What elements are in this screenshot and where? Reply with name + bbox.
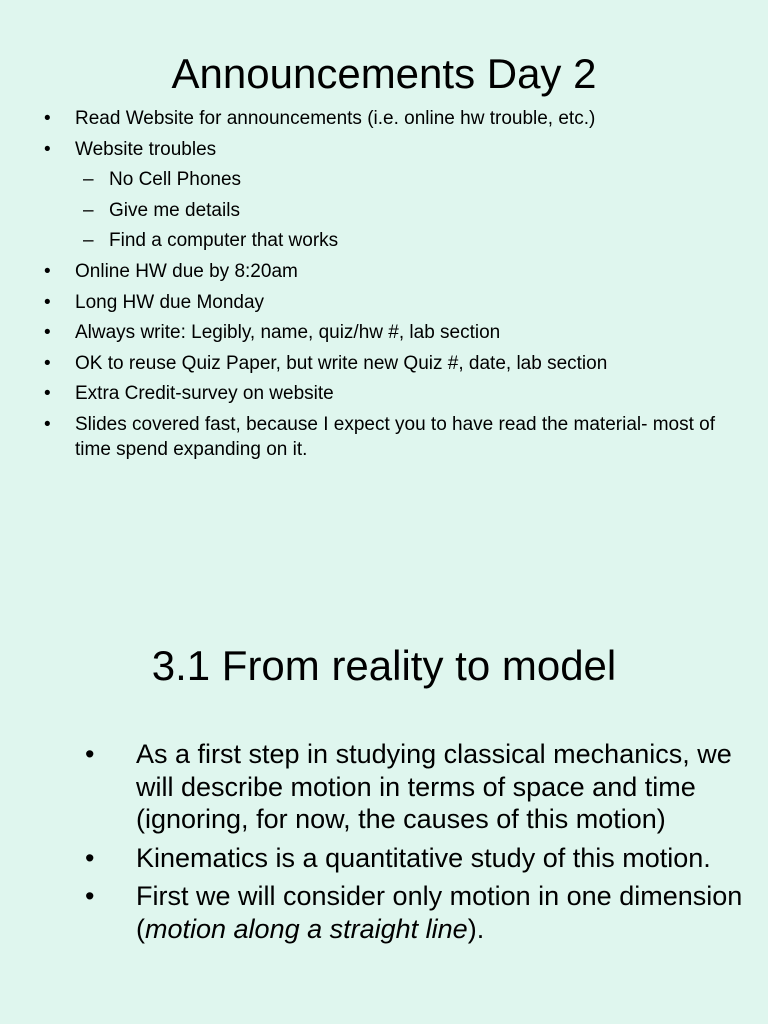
- sub-list-item: [0, 198, 768, 223]
- concept-list: [0, 738, 768, 951]
- list-item: [0, 137, 768, 162]
- list-item-text: Kinematics is a quantitative study of this motion.: [136, 842, 711, 873]
- list-item: [0, 738, 768, 836]
- bullet-icon: •: [85, 881, 95, 911]
- list-item: [0, 842, 768, 875]
- dash-icon: –: [83, 230, 94, 252]
- list-item: [0, 381, 768, 406]
- dash-icon: –: [83, 169, 94, 191]
- list-item-text: Slides covered fast, because I expect you to have read the material- most of time spend expanding on it.: [75, 413, 716, 460]
- list-item-text: Long HW due Monday: [75, 291, 265, 313]
- bullet-icon: •: [44, 108, 51, 129]
- sub-list-item: [0, 228, 768, 253]
- sub-list-item: [0, 167, 768, 192]
- sub-list-item-text: No Cell Phones: [109, 169, 242, 191]
- list-item: [0, 106, 768, 131]
- bullet-icon: •: [44, 413, 51, 435]
- announcement-list: [0, 106, 768, 468]
- list-item-text-suffix: ).: [467, 913, 485, 944]
- list-item: [0, 320, 768, 345]
- bullet-icon: •: [85, 739, 95, 769]
- list-item-text: Extra Credit-survey on website: [75, 383, 334, 405]
- sub-list-item-text: Give me details: [109, 199, 240, 221]
- sub-list-item-text: Find a computer that works: [109, 230, 339, 252]
- list-item: [0, 880, 768, 945]
- dash-icon: –: [83, 199, 94, 221]
- bullet-icon: •: [85, 842, 95, 873]
- list-item-text: Always write: Legibly, name, quiz/hw #, lab section: [75, 322, 501, 344]
- list-item-text: OK to reuse Quiz Paper, but write new Quiz #, date, lab section: [75, 352, 608, 374]
- list-item: [0, 290, 768, 315]
- list-item-text-emphasis: motion along a straight line: [145, 913, 468, 944]
- list-item-text: Online HW due by 8:20am: [75, 260, 298, 282]
- slide-title: 3.1 From reality to model: [151, 642, 617, 689]
- bullet-icon: •: [44, 138, 51, 160]
- bullet-icon: •: [44, 352, 51, 374]
- list-item: [0, 351, 768, 376]
- bullet-icon: •: [44, 260, 51, 282]
- list-item: [0, 412, 768, 462]
- list-item-text-prefix: First we will consider only motion in one dimension (: [136, 881, 743, 944]
- list-item-text: Website troubles: [75, 138, 217, 160]
- list-item: [0, 259, 768, 284]
- list-item-text: As a first step in studying classical mechanics, we will describe motion in terms of space and time (ignoring, for now, the causes of this motion): [136, 739, 732, 834]
- bullet-icon: •: [44, 291, 51, 313]
- slide-reality-to-model: [0, 512, 768, 1024]
- bullet-icon: •: [44, 383, 51, 405]
- slide-title: Announcements Day 2: [171, 50, 597, 97]
- list-item-text: Read Website for announcements (i.e. online hw trouble, etc.): [75, 108, 596, 129]
- bullet-icon: •: [44, 322, 51, 344]
